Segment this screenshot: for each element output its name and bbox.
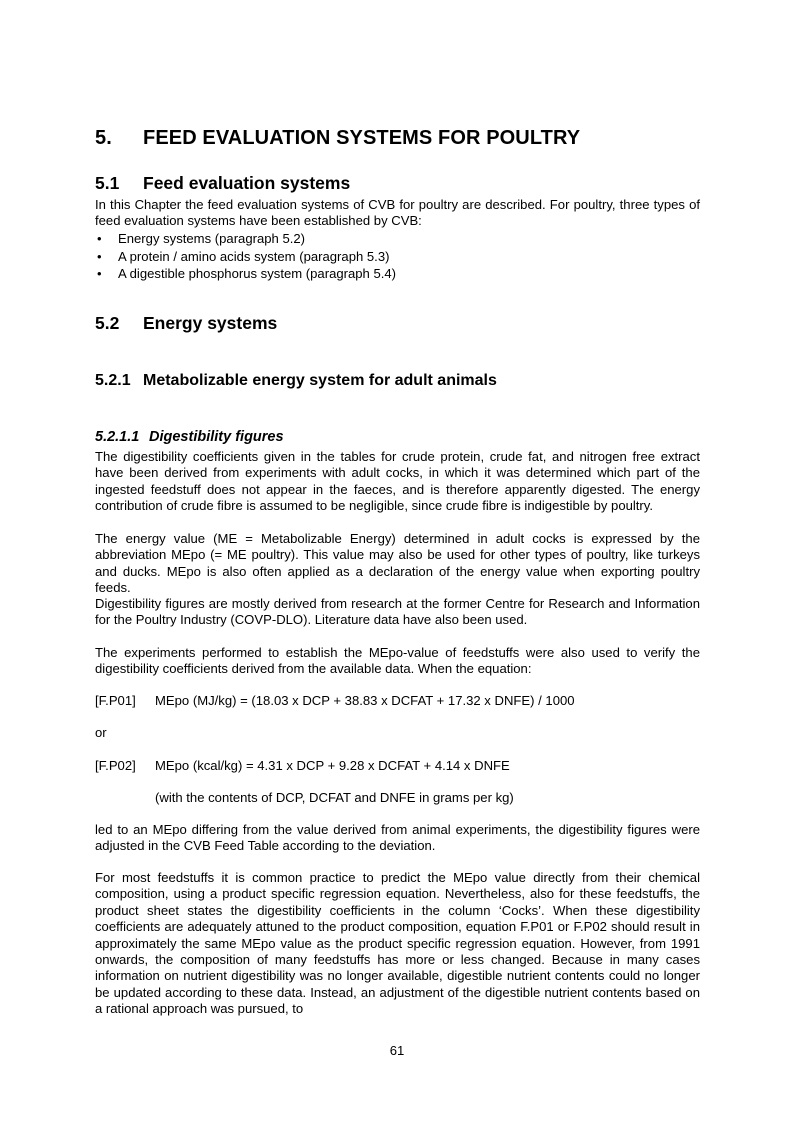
section-number: 5.1	[95, 173, 120, 193]
paragraph-energy-value: The energy value (ME = Metabolizable Energy) determined in adult cocks is expressed by the abbreviation MEpo (= ME poultry). This value may also be used for other types of poultry, like turkeys and ducks. MEpo is also often applied as a declaration of the energy value when exporting poultry feeds.	[95, 531, 700, 596]
formula-tag: [F.P02]	[95, 758, 136, 773]
page-number: 61	[389, 1043, 405, 1058]
section-5-1-intro: In this Chapter the feed evaluation systems of CVB for poultry are described. For poultry, three types of feed evaluation systems have been established by CVB:	[95, 197, 700, 229]
list-item: • A digestible phosphorus system (paragraph 5.4)	[97, 266, 397, 281]
paragraph-research-source: Digestibility figures are mostly derived from research at the former Centre for Research and Information for the Poultry Industry (COVP-DLO). Literature data have also been used.	[95, 596, 700, 628]
bullet-icon: •	[97, 231, 102, 246]
list-item: • Energy systems (paragraph 5.2)	[97, 231, 306, 246]
subsubsection-heading-5-2-1-1	[95, 429, 700, 445]
list-item: • A protein / amino acids system (paragraph 5.3)	[97, 248, 390, 264]
formula-fp01	[95, 693, 700, 709]
subsection-title: Metabolizable energy system for adult animals	[143, 372, 497, 389]
subsection-heading-5-2-1	[95, 372, 700, 390]
section-number: 5.2	[95, 313, 120, 333]
formula-fp02	[95, 758, 700, 774]
paragraph-experiments: The experiments performed to establish the MEpo-value of feedstuffs were also used to verify the digestibility coefficients derived from the available data. When the equation:	[95, 645, 700, 677]
paragraph-adjustment: led to an MEpo differing from the value derived from animal experiments, the digestibility figures were adjusted in the CVB Feed Table according to the deviation.	[95, 822, 700, 854]
bullet-icon: •	[97, 266, 102, 281]
paragraph-digestibility-coefficients: The digestibility coefficients given in the tables for crude protein, crude fat, and nitrogen free extract have been derived from experiments with adult cocks, in which it was determined which part of the ingested feedstuff does not appear in the faeces, and is therefore apparently digested. The energy contribution of crude fibre is assumed to be negligible, since crude fibre is indigestible by poultry.	[95, 449, 700, 514]
chapter-number: 5.	[95, 127, 112, 149]
chapter-title: FEED EVALUATION SYSTEMS FOR POULTRY	[143, 127, 581, 149]
subsubsection-number: 5.2.1.1	[95, 429, 140, 445]
paragraph-regression: For most feedstuffs it is common practice to predict the MEpo value directly from their chemical composition, using a product specific regression equation. Nevertheless, also for these feedstuffs, the product sheet states the digestibility coefficients in the column ‘Cocks’. When these digestibility coefficients are adequately attuned to the product composition, equation F.P01 or F.P02 should result in approximately the same MEpo value as the product specific regression equation. However, from 1991 onwards, the composition of many feedstuffs has more or less changed. Because in many cases information on nutrient digestibility was no longer available, digestible nutrient contents could no longer be updated according to these data. Instead, an adjustment of the digestible nutrient contents based on a rational approach was pursued, to	[95, 870, 700, 1017]
bullet-icon: •	[97, 248, 102, 264]
chapter-heading	[95, 127, 700, 150]
subsection-number: 5.2.1	[95, 372, 131, 389]
formula-note: (with the contents of DCP, DCFAT and DNFE in grams per kg)	[155, 790, 514, 805]
section-heading-5-2	[95, 313, 700, 334]
subsubsection-title: Digestibility figures	[149, 429, 284, 445]
formula-tag: [F.P01]	[95, 693, 136, 708]
section-title: Energy systems	[143, 313, 278, 333]
formula-text: MEpo (kcal/kg) = 4.31 x DCP + 9.28 x DCFAT + 4.14 x DNFE	[155, 758, 510, 773]
section-title: Feed evaluation systems	[143, 173, 351, 193]
section-heading-5-1	[95, 173, 700, 194]
feed-systems-list	[95, 230, 700, 283]
formula-or: or	[95, 725, 107, 740]
formula-text: MEpo (MJ/kg) = (18.03 x DCP + 38.83 x DCFAT + 17.32 x DNFE) / 1000	[155, 693, 575, 708]
